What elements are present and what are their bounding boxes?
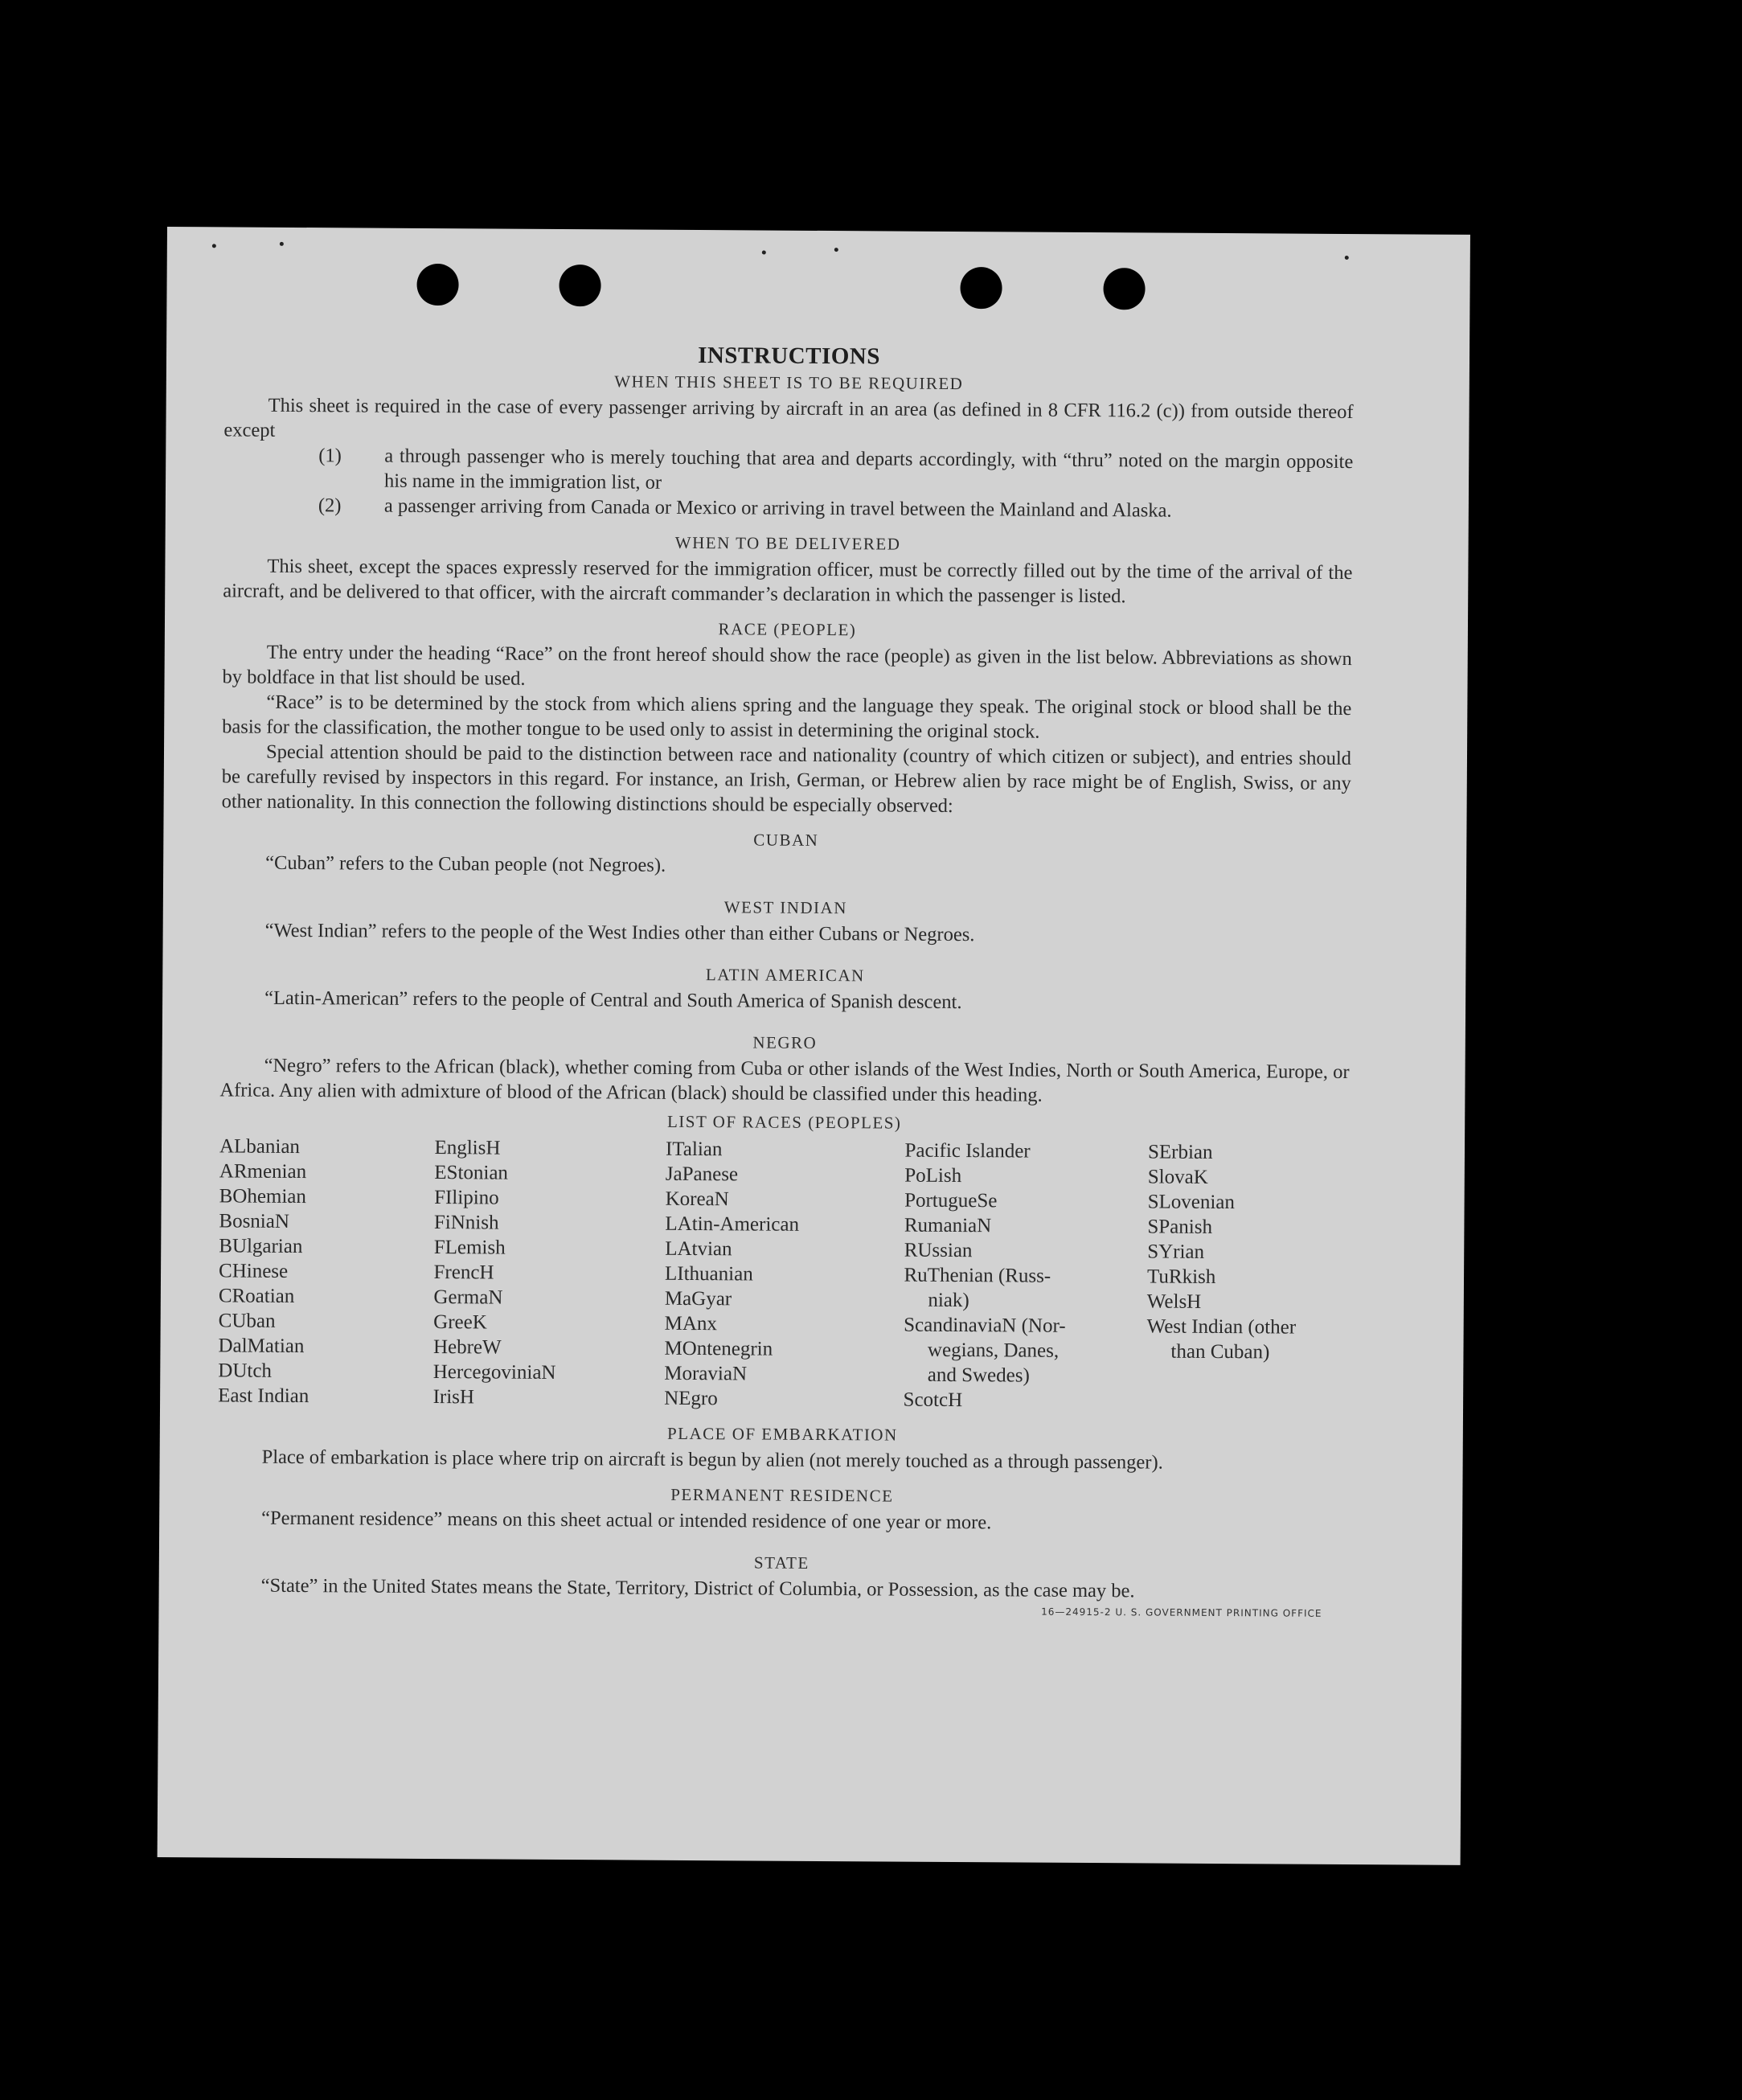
races-column-3 (664, 1137, 899, 1413)
race-entry: East Indian (218, 1384, 309, 1408)
races-column-1 (218, 1134, 428, 1409)
heading-when-delivered: WHEN TO BE DELIVERED (674, 532, 901, 554)
race-entry: BosniaN (219, 1210, 290, 1233)
race-entry: JaPanese (665, 1163, 739, 1186)
negro-text: “Negro” refers to the African (black), whether coming from Cuba or other islands of the West Indies, North or South America, Europe, or Africa. Any alien with admixture of blood of the African (black) should be classified under this heading. (219, 1054, 1350, 1106)
race-entry: ITalian (665, 1138, 723, 1161)
exception-item-1 (223, 442, 1353, 499)
exception-num-1: (1) (318, 445, 342, 467)
races-column-5 (1146, 1139, 1349, 1415)
race-entry: MOntenegrin (664, 1337, 773, 1360)
cuban-text: “Cuban” refers to the Cuban people (not Negroes). (265, 851, 666, 876)
race-entry: ARmenian (219, 1160, 307, 1183)
race-entry: HercegoviniaN (432, 1361, 556, 1384)
race-paragraph-3: Special attention should be paid to the distinction between race and nationality (country of which citizen or subject), and entries should be carefully revised by inspectors in this regard. For instance, an Irish, German, or Hebrew alien by race might be of English, Swiss, or any other nationality. In this connection the following distinctions should be especially observed: (221, 740, 1352, 817)
race-entry-continued: wegians, Danes, (927, 1339, 1060, 1362)
west-indian-text: “West Indian” refers to the people of the West Indies other than either Cubans or Negroes. (264, 919, 975, 946)
race-entry: LAtvian (665, 1237, 732, 1261)
race-entry: HebreW (432, 1336, 502, 1359)
latin-american-text: “Latin-American” refers to the people of Central and South America of Spanish descent. (264, 986, 962, 1014)
heading-west-indian: WEST INDIAN (723, 897, 848, 918)
races-list (218, 1134, 1349, 1415)
race-entry: IrisH (432, 1386, 475, 1409)
heading-latin-american: LATIN AMERICAN (705, 965, 865, 986)
race-entry: PortugueSe (904, 1189, 998, 1212)
embarkation-text: Place of embarkation is place where trip on aircraft is begun by alien (not merely touched as a through passenger). (261, 1446, 1163, 1474)
race-entry: CHinese (218, 1260, 289, 1282)
race-entry: ALbanian (219, 1135, 301, 1159)
exception-text-2: a passenger arriving from Canada or Mexico or arriving in travel between the Mainland and Alaska. (383, 494, 1172, 522)
race-entry: CUban (218, 1310, 276, 1332)
race-entry: BUlgarian (219, 1235, 303, 1258)
punch-hole (1103, 268, 1145, 310)
race-entry: West Indian (other (1146, 1315, 1297, 1339)
instructions-content (216, 339, 1354, 1619)
race-entry: LAtin-American (665, 1212, 800, 1236)
race-entry: EStonian (434, 1162, 509, 1184)
exception-num-2: (2) (318, 494, 342, 517)
race-entry: SPanish (1147, 1216, 1213, 1238)
race-entry: FIlipino (434, 1187, 499, 1209)
race-entry: CRoatian (218, 1285, 295, 1307)
race-entry: MaGyar (664, 1287, 732, 1310)
speck (1345, 256, 1349, 260)
race-entry: Pacific Islander (904, 1139, 1031, 1163)
races-column-2 (433, 1135, 660, 1411)
heading-when-required: WHEN THIS SHEET IS TO BE REQUIRED (614, 371, 964, 394)
race-entry: SLovenian (1147, 1191, 1236, 1214)
race-entry: FLemish (433, 1237, 506, 1259)
page-title: INSTRUCTIONS (698, 342, 881, 370)
heading-list-of-races: LIST OF RACES (PEOPLES) (666, 1111, 902, 1133)
state-text: “State” in the United States means the State, Territory, District of Columbia, or Possession, as the case may be. (260, 1574, 1135, 1602)
document-sheet (158, 227, 1470, 1865)
heading-state: STATE (753, 1552, 810, 1573)
race-entry: BOhemian (219, 1185, 307, 1208)
race-entry: MAnx (664, 1312, 718, 1335)
race-entry: RuThenian (Russ- (904, 1264, 1051, 1287)
race-entry: EnglisH (434, 1137, 501, 1159)
race-entry: ScandinaviaN (Nor- (904, 1314, 1066, 1337)
race-entry: FiNnish (433, 1212, 499, 1234)
race-entry: PoLish (904, 1164, 962, 1187)
race-entry: LIthuanian (664, 1262, 753, 1286)
race-entry: RumaniaN (904, 1214, 992, 1237)
heading-negro: NEGRO (752, 1032, 818, 1052)
race-entry: TuRkish (1146, 1265, 1216, 1288)
speck (212, 244, 216, 248)
race-entry-continued: and Swedes) (927, 1364, 1030, 1387)
exception-text-1: a through passenger who is merely touching that area and departs accordingly, with “thru” noted on the margin opposite his name in the immigration list, or (383, 445, 1354, 494)
heading-race: RACE (PEOPLE) (718, 619, 857, 640)
race-entry: WelsH (1146, 1290, 1202, 1313)
race-entry: FrencH (433, 1261, 494, 1284)
race-entry: GreeK (433, 1311, 487, 1334)
race-paragraph-1: The entry under the heading “Race” on the front hereof should show the race (people) as given in the list below. Abbreviations as shown by boldface in that list should be used. (222, 641, 1352, 690)
race-entry: SlovaK (1147, 1166, 1208, 1188)
punch-hole (960, 267, 1002, 309)
punch-hole (416, 264, 458, 306)
race-entry-continued: than Cuban) (1170, 1340, 1270, 1364)
speck (762, 251, 766, 255)
race-entry: NEgro (664, 1387, 718, 1410)
race-entry: DalMatian (218, 1335, 305, 1358)
race-entry: KoreaN (665, 1187, 729, 1211)
heading-cuban: CUBAN (753, 830, 819, 850)
speck (280, 242, 284, 246)
printing-office-imprint: 16—24915-2 U. S. GOVERNMENT PRINTING OFFICE (1041, 1606, 1322, 1619)
race-entry: ScotcH (903, 1388, 963, 1412)
races-column-4 (904, 1138, 1142, 1414)
speck (834, 248, 838, 252)
residence-text: “Permanent residence” means on this sheet actual or intended residence of one year or more. (261, 1507, 992, 1534)
race-entry: SErbian (1147, 1141, 1213, 1163)
heading-permanent-residence: PERMANENT RESIDENCE (670, 1484, 894, 1506)
race-entry: MoraviaN (664, 1362, 748, 1385)
heading-embarkation: PLACE OF EMBARKATION (666, 1423, 898, 1445)
race-entry: DUtch (218, 1360, 273, 1382)
race-entry: GermaN (433, 1286, 503, 1309)
race-paragraph-2: “Race” is to be determined by the stock from which aliens spring and the language they speak. The original stock or blood shall be the basis for the classification, the mother tongue to be used only to assist in determining the original stock. (222, 691, 1352, 743)
race-entry: RUssian (904, 1239, 973, 1262)
punch-hole (559, 265, 600, 306)
when-required-intro: This sheet is required in the case of every passenger arriving by aircraft in an area (as defined in 8 CFR 116.2 (c)) from outside thereof except (223, 394, 1354, 441)
race-entry: SYrian (1147, 1241, 1205, 1263)
race-entry-continued: niak) (928, 1289, 969, 1312)
when-delivered-text: This sheet, except the spaces expressly reserved for the immigration officer, must be correctly filled out by the time of the arrival of the aircraft, and be delivered to that officer, with the aircraft commander’s declaration in which the passenger is listed. (223, 555, 1353, 608)
